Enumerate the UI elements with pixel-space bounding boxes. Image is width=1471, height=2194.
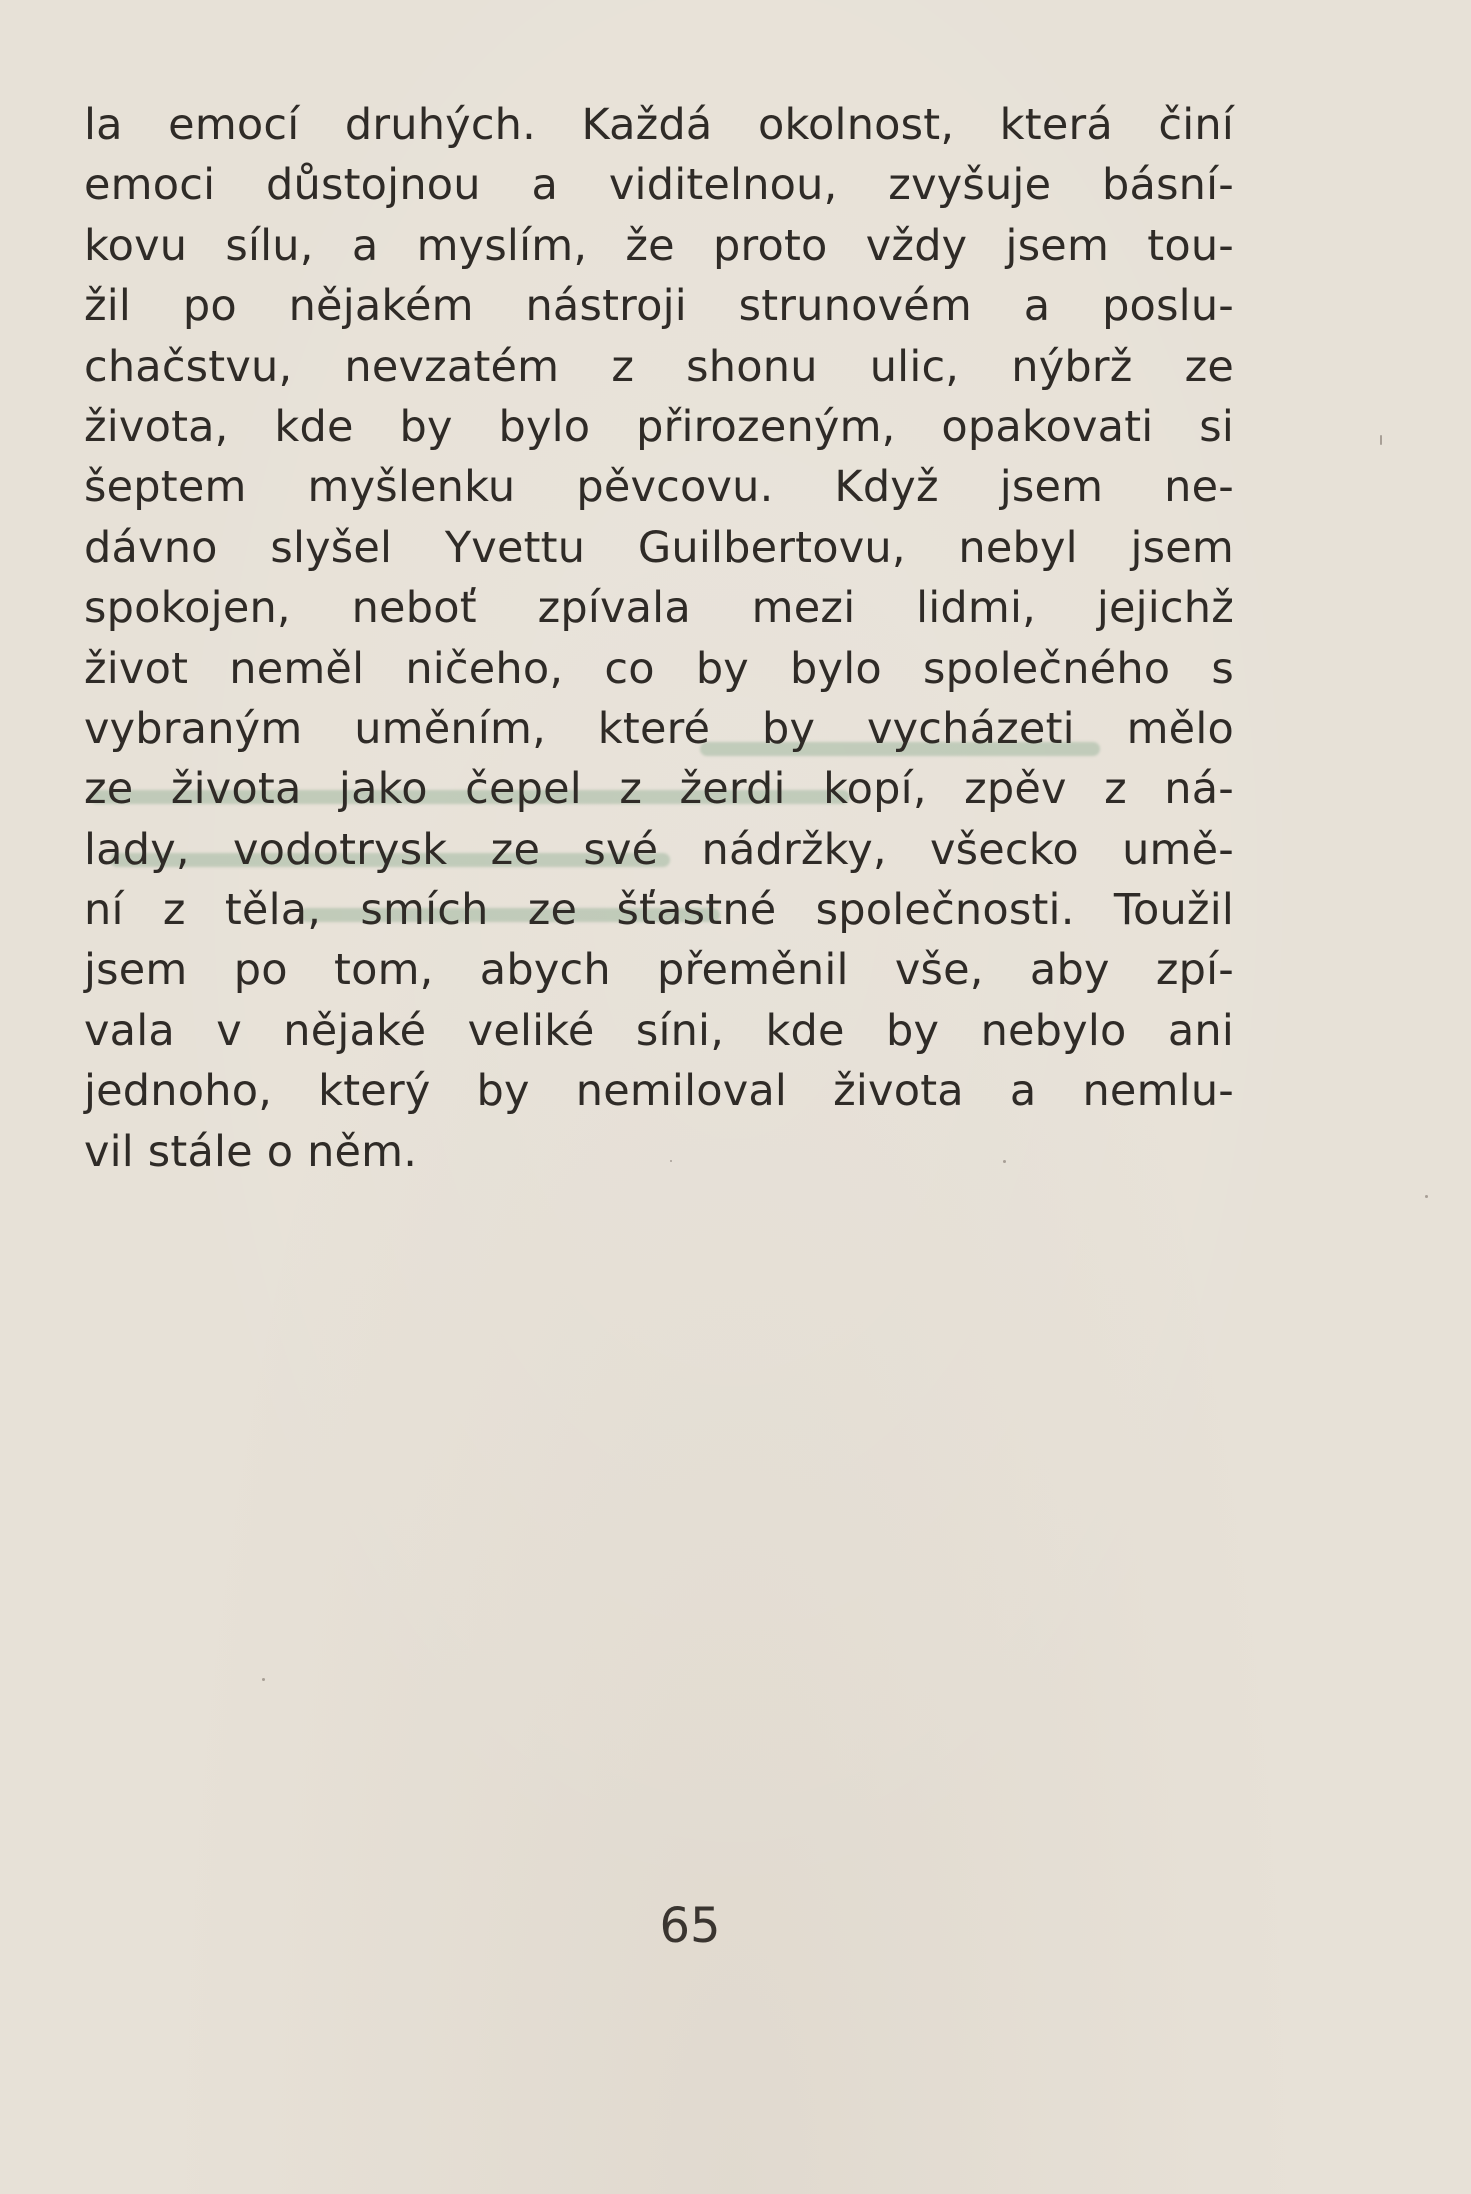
text-line: vybraným uměním, které by vycházeti mělo — [84, 703, 1234, 754]
text-line: spokojen, neboť zpívala mezi lidmi, jejichž — [84, 583, 1234, 634]
body-text — [84, 95, 1234, 1182]
text-line: ní z těla, smích ze šťastné společnosti. Toužil — [84, 885, 1234, 936]
text-line: žil po nějakém nástroji strunovém a poslu- — [84, 281, 1234, 332]
text-line: ze života jako čepel z žerdi kopí, zpěv z ná- — [84, 764, 1234, 815]
text-line: kovu sílu, a myslím, že proto vždy jsem tou- — [84, 220, 1234, 271]
paper-speck — [262, 1678, 265, 1681]
paper-speck — [670, 1160, 672, 1162]
paper-speck — [1380, 435, 1382, 445]
text-line: života, kde by bylo přirozeným, opakovati si — [84, 401, 1234, 452]
text-line: chačstvu, nevzatém z shonu ulic, nýbrž ze — [84, 341, 1234, 392]
text-line-last: vil stále o něm. — [84, 1126, 418, 1177]
text-line: dávno slyšel Yvettu Guilbertovu, nebyl jsem — [84, 522, 1234, 573]
text-line: jsem po tom, abych přeměnil vše, aby zpí- — [84, 945, 1234, 996]
text-line: život neměl ničeho, co by bylo společného s — [84, 643, 1234, 694]
paper-speck — [1003, 1160, 1006, 1163]
text-line: šeptem myšlenku pěvcovu. Když jsem ne- — [84, 462, 1234, 513]
paper-speck — [1425, 1195, 1428, 1198]
text-line: la emocí druhých. Každá okolnost, která činí — [84, 100, 1234, 150]
page-number: 65 — [659, 1898, 721, 1954]
text-line: lady, vodotrysk ze své nádržky, všecko umě- — [84, 824, 1234, 875]
text-line: emoci důstojnou a viditelnou, zvyšuje básní- — [84, 160, 1234, 211]
text-line: vala v nějaké veliké síni, kde by nebylo ani — [84, 1005, 1234, 1056]
text-line: jednoho, který by nemiloval života a nemlu- — [84, 1066, 1234, 1117]
